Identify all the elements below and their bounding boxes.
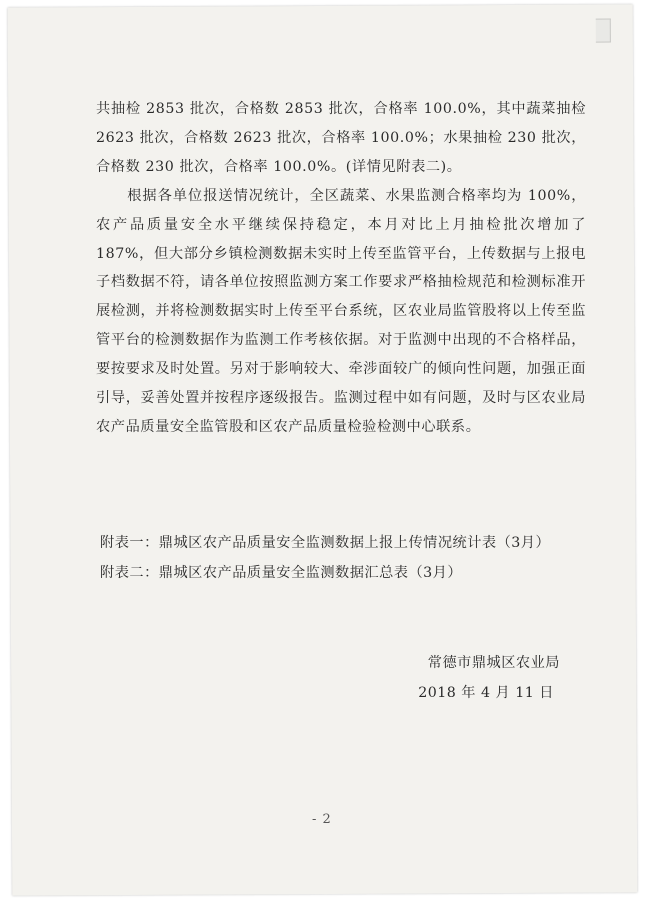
- paragraph-continuation: 共抽检 2853 批次，合格数 2853 批次，合格率 100.0%，其中蔬菜抽检 2623 批次，合格数 2623 批次，合格率 100.0%；水果抽检 230 批次，合格数 230 批次，合格率 100.0%。(详情见附表二)。: [96, 101, 586, 175]
- document-body: [96, 95, 586, 442]
- paragraph-main: 根据各单位报送情况统计，全区蔬菜、水果监测合格率均为 100%，农产品质量安全水平继续保持稳定，本月对比上月抽检批次增加了 187%，但大部分乡镇检测数据未实时上传至监管平台，上传数据与上报电子档数据不符，请各单位按照监测方案工作要求严格抽检规范和检测标准开展检测，并将检测数据实时上传至平台系统，区农业局监管股将以上传至监管平台的检测数据作为监测工作考核依据。对于监测中出现的不合格样品，要按要求及时处置。另对于影响较大、牵涉面较广的倾向性问题，加强正面引导，妥善处置并按程序逐级报告。监测过程中如有问题，及时与区农业局农产品质量安全监管股和区农产品质量检验检测中心联系。: [96, 187, 586, 435]
- signature-date: 2018 年 4 月 11 日: [418, 685, 554, 701]
- page-number: - 2: [312, 812, 332, 827]
- signature-organization: 常德市鼎城区农业局: [427, 655, 560, 671]
- signature-block: [360, 648, 560, 708]
- attachment-list: [100, 528, 580, 588]
- attachment-item-1: 附表一：鼎城区农产品质量安全监测数据上报上传情况统计表（3月）: [100, 535, 551, 551]
- page-corner-mark: [596, 18, 611, 42]
- attachment-item-2: 附表二：鼎城区农产品质量安全监测数据汇总表（3月）: [100, 565, 463, 581]
